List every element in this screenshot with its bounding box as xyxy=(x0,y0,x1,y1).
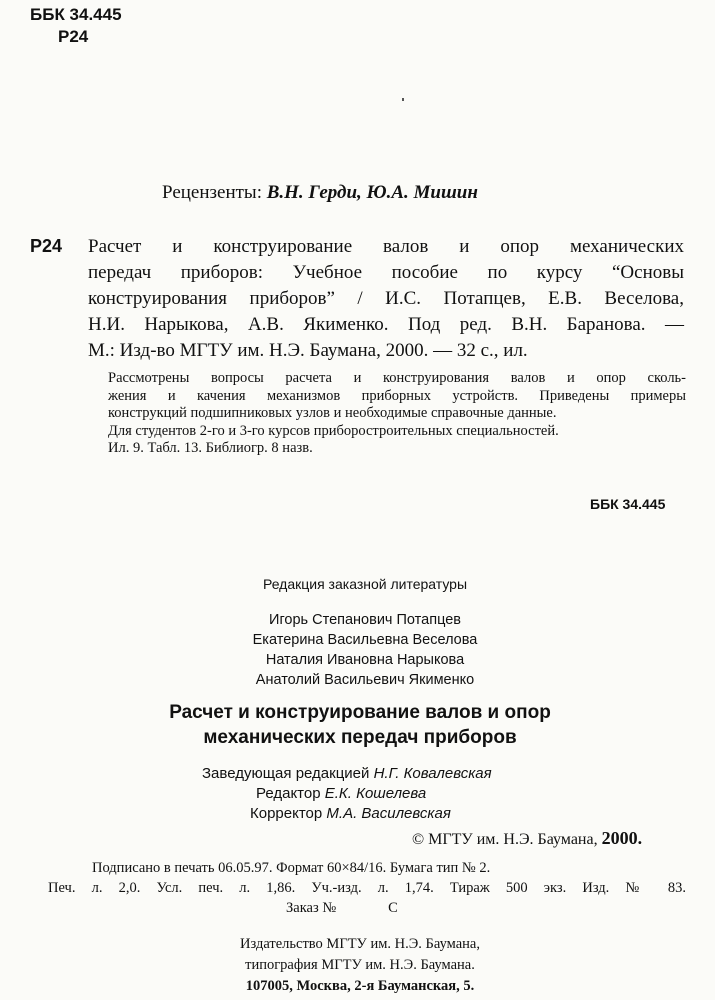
author-name: Анатолий Васильевич Якименко xyxy=(255,672,475,688)
print-details xyxy=(48,858,686,918)
staff-name: М.А. Василевская xyxy=(326,805,451,822)
catalog-sign: Р24 xyxy=(30,236,63,256)
staff-row xyxy=(190,804,550,824)
abstract-line: жения и качения механизмов приборных устройств. Приведены примеры xyxy=(108,387,686,404)
reviewers xyxy=(162,182,478,204)
catalog-line: Н.И. Нарыкова, А.В. Якименко. Под ред. В.Н. Баранова. — xyxy=(88,314,684,335)
copyright-text: © МГТУ им. Н.Э. Баумана, xyxy=(412,831,598,848)
order-suffix: С xyxy=(388,900,398,916)
print-line: Печ. л. 2,0. Усл. печ. л. 1,86. Уч.-изд. л. 1,74. Тираж 500 экз. Изд. № 83. xyxy=(48,880,686,896)
abstract xyxy=(108,370,686,458)
staff-row xyxy=(190,784,550,804)
abstract-line: конструкций подшипниковых узлов и необходимые справочные данные. xyxy=(108,405,557,421)
catalog-line: передач приборов: Учебное пособие по курсу “Основы xyxy=(88,262,684,283)
print-speck xyxy=(402,98,404,101)
order-label: Заказ № xyxy=(286,900,337,916)
catalog-line: Расчет и конструирование валов и опор механических xyxy=(88,236,684,257)
catalog-line: М.: Изд-во МГТУ им. Н.Э. Баумана, 2000. — 32 с., ил. xyxy=(88,340,528,361)
authors-list xyxy=(200,610,530,690)
catalog-line: конструирования приборов” / И.С. Потапцев, Е.В. Веселова, xyxy=(88,288,684,309)
bbk-code-right: ББК 34.445 xyxy=(590,496,666,512)
staff-name: Н.Г. Ковалевская xyxy=(373,765,492,782)
author-name: Игорь Степанович Потапцев xyxy=(269,612,461,628)
order-line xyxy=(48,898,686,918)
publisher-info xyxy=(180,934,540,997)
edit-department: Редакция заказной литературы xyxy=(262,576,468,592)
staff-name: Е.К. Кошелева xyxy=(324,785,427,802)
bbk-code: ББК 34.445 xyxy=(30,5,122,24)
author-sign: Р24 xyxy=(58,27,89,46)
staff-role: Заведующая редакцией xyxy=(202,765,370,782)
author-name: Наталия Ивановна Нарыкова xyxy=(265,652,465,668)
publisher-address: 107005, Москва, 2-я Бауманская, 5. xyxy=(245,978,475,994)
audience-line: Для студентов 2-го и 3-го курсов приборостроительных специальностей. xyxy=(108,422,559,439)
audience-line: Ил. 9. Табл. 13. Библиогр. 8 назв. xyxy=(108,440,313,456)
bbk-header xyxy=(30,4,122,48)
title-line: Расчет и конструирование валов и опор xyxy=(169,702,551,723)
publisher-line: Издательство МГТУ им. Н.Э. Баумана, xyxy=(240,936,480,952)
copyright-year: 2000. xyxy=(601,828,643,848)
title-line: механических передач приборов xyxy=(203,727,517,748)
reviewers-label: Рецензенты: xyxy=(162,182,262,203)
staff-row xyxy=(190,764,550,784)
staff-role: Редактор xyxy=(256,785,321,802)
print-line: Подписано в печать 06.05.97. Формат 60×84/16. Бумага тип № 2. xyxy=(92,860,491,876)
author-name: Екатерина Васильевна Веселова xyxy=(252,632,478,648)
publisher-line: типография МГТУ им. Н.Э. Баумана. xyxy=(245,957,475,973)
abstract-line: Рассмотрены вопросы расчета и конструирования валов и опор сколь- xyxy=(108,370,686,386)
reviewers-names: В.Н. Герди, Ю.А. Мишин xyxy=(266,182,478,203)
staff-role: Корректор xyxy=(250,805,323,822)
book-title xyxy=(100,700,620,750)
catalog-entry xyxy=(88,234,684,364)
editorial-staff xyxy=(190,764,550,824)
copyright xyxy=(412,828,642,849)
